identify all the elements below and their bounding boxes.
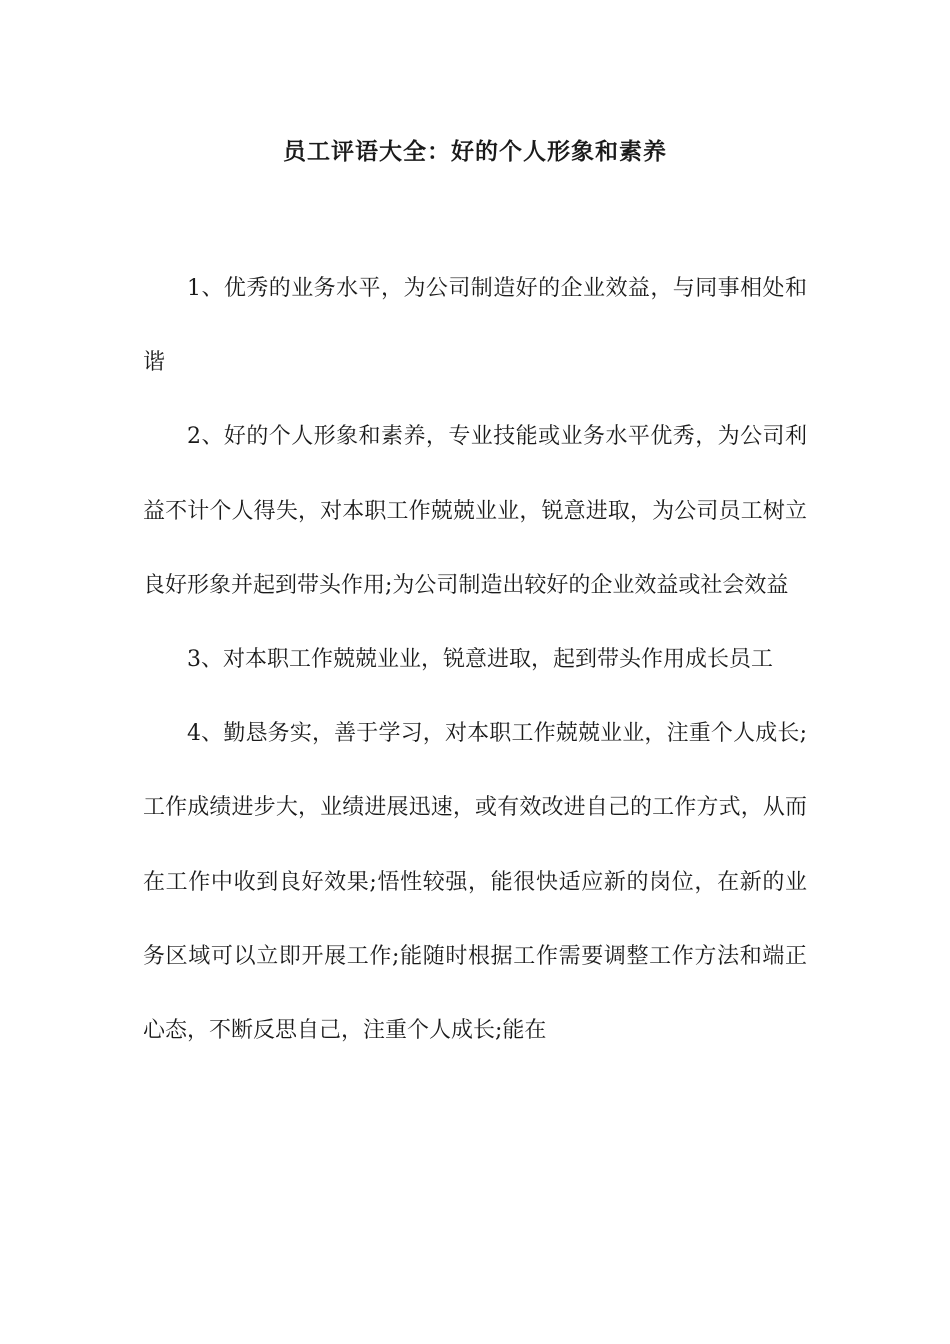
document-title: 员工评语大全：好的个人形象和素养: [283, 139, 667, 165]
paragraph-1: 1、优秀的业务水平，为公司制造好的企业效益，与同事相处和谐: [143, 276, 807, 376]
paragraph-3: 3、对本职工作兢兢业业，锐意进取，起到带头作用成长员工: [187, 647, 773, 673]
paragraph-4: 4、勤恳务实，善于学习，对本职工作兢兢业业，注重个人成长;工作成绩进步大，业绩进展迅速，或有效改进自己的工作方式，从而在工作中收到良好效果;悟性较强，能很快适应新的岗位，在新的业务区域可以立即开展工作;能随时根据工作需要调整工作方法和端正心态，不断反思自己，注重个人成长;能在: [143, 721, 807, 1044]
paragraph-2: 2、好的个人形象和素养，专业技能或业务水平优秀，为公司利益不计个人得失，对本职工作兢兢业业，锐意进取，为公司员工树立良好形象并起到带头作用;为公司制造出较好的企业效益或社会效益: [143, 424, 807, 598]
document-body: [143, 252, 807, 1068]
